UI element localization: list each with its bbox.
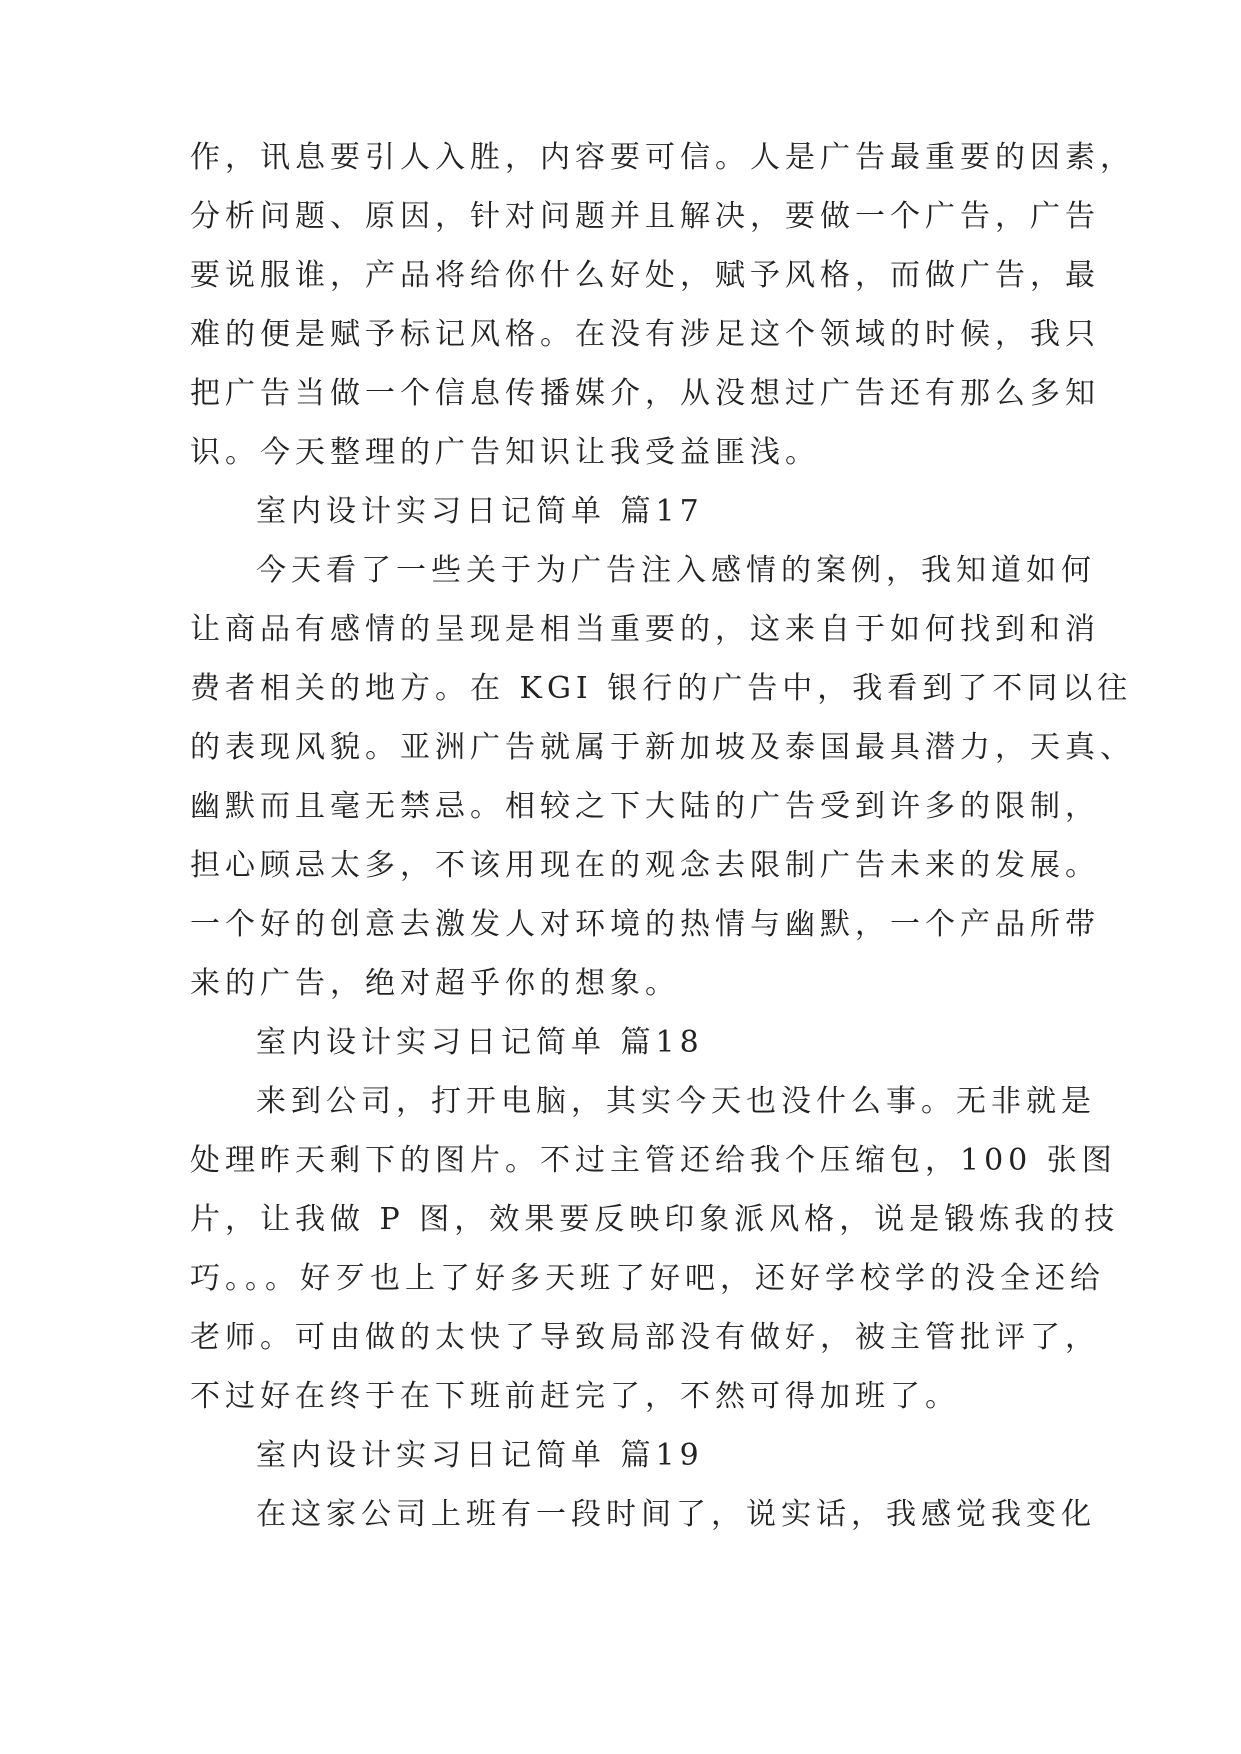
text-line: 把广告当做一个信息传播媒介，从没想过广告还有那么多知	[190, 376, 1100, 411]
section-heading: 室内设计实习日记简单 篇17	[256, 494, 704, 529]
text-line: 难的便是赋予标记风格。在没有涉足这个领域的时候，我只	[190, 317, 1100, 352]
text-line: 让商品有感情的呈现是相当重要的，这来自于如何找到和消	[190, 612, 1100, 647]
continuation-paragraph	[190, 128, 1135, 482]
text-line: 识。今天整理的广告知识让我受益匪浅。	[190, 435, 820, 470]
text-line: 幽默而且毫无禁忌。相较之下大陆的广告受到许多的限制，	[190, 789, 1100, 824]
text-line: 来到公司，打开电脑，其实今天也没什么事。无非就是	[256, 1084, 1096, 1119]
document-page	[190, 128, 1135, 1544]
section-heading: 室内设计实习日记简单 篇19	[256, 1438, 704, 1473]
text-line: 巧。。。好歹也上了好多天班了好吧，还好学校学的没全还给	[190, 1261, 1105, 1296]
text-line: 在这家公司上班有一段时间了，说实话，我感觉我变化	[256, 1497, 1096, 1532]
section-heading: 室内设计实习日记简单 篇18	[256, 1025, 704, 1060]
text-line: 费者相关的地方。在 KGI 银行的广告中，我看到了不同以往	[190, 671, 1133, 706]
section-18	[190, 1013, 1120, 1426]
text-line: 今天看了一些关于为广告注入感情的案例，我知道如何	[256, 553, 1096, 588]
text-line: 的表现风貌。亚洲广告就属于新加坡及泰国最具潜力，天真、	[190, 730, 1135, 765]
text-line: 老师。可由做的太快了导致局部没有做好，被主管批评了，	[190, 1320, 1100, 1355]
text-line: 分析问题、原因，针对问题并且解决，要做一个广告，广告	[190, 199, 1100, 234]
section-17	[190, 482, 1135, 1013]
section-19	[190, 1426, 1096, 1544]
text-line: 作，讯息要引人入胜，内容要可信。人是广告最重要的因素，	[190, 140, 1135, 175]
text-line: 处理昨天剩下的图片。不过主管还给我个压缩包，100 张图	[190, 1143, 1117, 1178]
text-line: 不过好在终于在下班前赶完了，不然可得加班了。	[190, 1379, 960, 1414]
text-line: 一个好的创意去激发人对环境的热情与幽默，一个产品所带	[190, 907, 1100, 942]
text-line: 要说服谁，产品将给你什么好处，赋予风格，而做广告，最	[190, 258, 1100, 293]
text-line: 来的广告，绝对超乎你的想象。	[190, 966, 680, 1001]
text-line: 片，让我做 P 图，效果要反映印象派风格，说是锻炼我的技	[190, 1202, 1120, 1237]
text-line: 担心顾忌太多，不该用现在的观念去限制广告未来的发展。	[190, 848, 1100, 883]
